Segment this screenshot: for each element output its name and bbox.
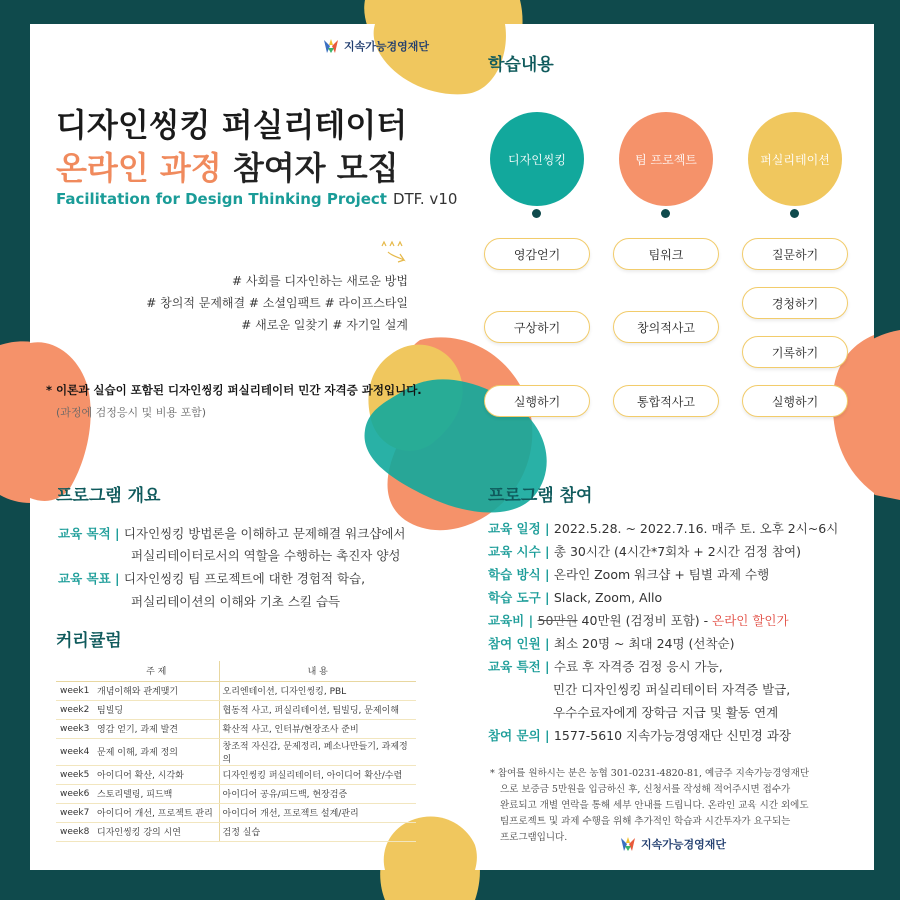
content-cell: 아이디어 개선, 프로젝트 설계/관리: [219, 803, 416, 822]
table-row: [56, 803, 416, 822]
circle-facilitation: 퍼실리테이션: [748, 112, 842, 206]
circle-team-project: 팀 프로젝트: [619, 112, 713, 206]
content-cell: 디자인씽킹 퍼실리테이터, 아이디어 확산/수렴: [219, 765, 416, 784]
logo-mark-icon: [323, 38, 339, 54]
learning-heading: 학습내용: [488, 55, 554, 75]
logo-mark-icon: [620, 836, 636, 852]
week-cell: week8: [56, 822, 94, 841]
theme-cell: 아이디어 확산, 시각화: [94, 765, 219, 784]
footnote-line: * 참여를 원하시는 분은 농협 301-0231-4820-81, 예금주 지속가능경영재단: [490, 768, 810, 779]
contact-label: 참여 문의 |: [488, 728, 554, 743]
schedule-value: 2022.5.28. ~ 2022.7.16. 매주 토. 오후 2시~6시: [553, 521, 839, 536]
hours-label: 교육 시수 |: [488, 544, 554, 559]
title-rest: 참여자 모집: [221, 149, 399, 187]
content-cell: 오리엔테이션, 디자인씽킹, PBL: [219, 681, 416, 700]
hashtag-list: [146, 270, 408, 336]
people-label: 참여 인원 |: [488, 636, 554, 651]
center-blob-group: [350, 330, 560, 545]
goal-line2: 퍼실리테이션의 이해와 기초 스킬 습득: [131, 594, 341, 609]
hours-row: [488, 542, 801, 560]
header-theme: 주 제: [94, 661, 219, 681]
purpose-line2: 퍼실리테이터로서의 역할을 수행하는 촉진자 양성: [131, 548, 401, 563]
pill-integrative: 통합적사고: [613, 385, 719, 417]
fee-old: 50만원: [537, 613, 578, 628]
goal-row: [58, 569, 365, 587]
pill-question: 질문하기: [742, 238, 848, 270]
benefit-line2: 민간 디자인씽킹 퍼실리테이터 자격증 발급,: [553, 682, 791, 697]
goal-line1: 디자인씽킹 팀 프로젝트에 대한 경험적 학습,: [123, 571, 366, 586]
table-row: [56, 765, 416, 784]
pill-inspire: 영감얻기: [484, 238, 590, 270]
sparkle-icon: [378, 240, 408, 266]
pill-listen: 경청하기: [742, 287, 848, 319]
footnote: [490, 766, 809, 846]
content-cell: 창조적 자신감, 문제정리, 페소나만들기, 과제정의: [219, 738, 416, 765]
purpose-line1: 디자인씽킹 방법론을 이해하고 문제해결 워크샵에서: [123, 526, 406, 541]
subtitle-code: DTF. v10: [392, 190, 458, 208]
foundation-logo: [323, 38, 429, 54]
footnote-line: 팀프로젝트 및 과제 수행을 위해 추가적인 학습과 시간투자가 요구되는: [500, 816, 791, 827]
theme-cell: 스토리텔링, 피드백: [94, 784, 219, 803]
content-cell: 검정 실습: [219, 822, 416, 841]
hours-value: 총 30시간 (4시간*7회차 + 2시간 검정 참여): [553, 544, 801, 559]
header-content: 내 용: [219, 661, 416, 681]
page-title-line2: [56, 143, 399, 189]
week-cell: week4: [56, 738, 94, 765]
foundation-logo-bottom: [620, 836, 726, 852]
table-row: [56, 822, 416, 841]
header-week: [56, 661, 94, 681]
connector-dot: [790, 209, 799, 218]
hashtag-line: # 사회를 디자인하는 새로운 방법: [231, 274, 408, 288]
hashtag-line: # 새로운 일찾기 # 자기일 설계: [241, 318, 408, 332]
tools-label: 학습 도구 |: [488, 590, 554, 605]
connector-dot: [532, 209, 541, 218]
benefit-label: 교육 특전 |: [488, 659, 554, 674]
title-highlight: 온라인 과정: [56, 149, 222, 187]
benefit-line1: 수료 후 자격증 검정 응시 가능,: [553, 659, 723, 674]
people-row: [488, 634, 735, 652]
week-cell: week3: [56, 719, 94, 738]
week-cell: week2: [56, 700, 94, 719]
pill-teamwork: 팀워크: [613, 238, 719, 270]
purpose-label: 교육 목적 |: [58, 526, 124, 541]
curriculum-heading: 커리큘럼: [56, 631, 122, 651]
week-cell: week1: [56, 681, 94, 700]
fee-label: 교육비 |: [488, 613, 538, 628]
method-label: 학습 방식 |: [488, 567, 554, 582]
table-row: [56, 738, 416, 765]
week-cell: week7: [56, 803, 94, 822]
table-row: [56, 700, 416, 719]
theme-cell: 아이디어 개선, 프로젝트 관리: [94, 803, 219, 822]
theme-cell: 개념이해와 관계맺기: [94, 681, 219, 700]
week-cell: week6: [56, 784, 94, 803]
table-header-row: [56, 661, 416, 681]
footnote-line: 으로 보증금 5만원을 입금하신 후, 신청서를 작성해 적어주시면 접수가: [500, 784, 791, 795]
connector-dot: [661, 209, 670, 218]
content-cell: 확산적 사고, 인터뷰/현장조사 준비: [219, 719, 416, 738]
tools-value: Slack, Zoom, Allo: [553, 590, 663, 605]
table-row: [56, 681, 416, 700]
circle-design-thinking: 디자인씽킹: [490, 112, 584, 206]
contact-value: 1577-5610 지속가능경영재단 신민경 과장: [553, 728, 791, 743]
subtitle-english: Facilitation for Design Thinking Project: [56, 190, 387, 208]
pill-ideate: 구상하기: [484, 311, 590, 343]
footnote-line: 프로그램입니다.: [500, 832, 568, 843]
curriculum-table: [56, 661, 416, 842]
purpose-row: [58, 524, 405, 542]
people-value: 최소 20명 ~ 최대 24명 (선착순): [553, 636, 735, 651]
pill-creative: 창의적사고: [613, 311, 719, 343]
table-row: [56, 719, 416, 738]
overview-heading: 프로그램 개요: [56, 486, 161, 506]
goal-label: 교육 목표 |: [58, 571, 124, 586]
page-title: 디자인씽킹 퍼실리테이터: [56, 106, 408, 144]
fee-row: [488, 611, 789, 629]
certificate-note: * 이론과 실습이 포함된 디자인씽킹 퍼실리테이터 민간 자격증 과정입니다.: [46, 383, 422, 397]
logo-text: 지속가능경영재단: [641, 838, 727, 851]
theme-cell: 팀빌딩: [94, 700, 219, 719]
theme-cell: 영감 얻기, 과제 발견: [94, 719, 219, 738]
benefit-line3: 우수수료자에게 장학금 지급 및 활동 연계: [553, 705, 779, 720]
subtitle: [56, 190, 457, 208]
participation-heading: 프로그램 참여: [488, 486, 593, 506]
fee-discount: 온라인 할인가: [712, 613, 789, 628]
method-value: 온라인 Zoom 워크샵 + 팀별 과제 수행: [553, 567, 770, 582]
week-cell: week5: [56, 765, 94, 784]
benefit-row: [488, 657, 723, 675]
table-row: [56, 784, 416, 803]
pill-record: 기록하기: [742, 336, 848, 368]
schedule-row: [488, 519, 838, 537]
orange-blob-left-inner: [30, 338, 95, 503]
footnote-line: 완료되고 개별 연락을 통해 세부 안내를 드립니다. 온라인 교육 시간 외에도: [500, 800, 809, 811]
pill-execute-1: 실행하기: [484, 385, 590, 417]
content-cell: 아이디어 공유/피드백, 현장검증: [219, 784, 416, 803]
schedule-label: 교육 일정 |: [488, 521, 554, 536]
hashtag-line: # 창의적 문제해결 # 소셜임팩트 # 라이프스타일: [146, 296, 408, 310]
method-row: [488, 565, 769, 583]
theme-cell: 문제 이해, 과제 정의: [94, 738, 219, 765]
fee-new: 40만원 (검정비 포함) -: [577, 613, 713, 628]
certificate-note-sub: (과정에 검정응시 및 비용 포함): [56, 406, 207, 419]
tools-row: [488, 588, 662, 606]
contact-row: [488, 726, 791, 744]
content-cell: 협동적 사고, 퍼실리테이션, 팀빌딩, 문제이해: [219, 700, 416, 719]
theme-cell: 디자인씽킹 강의 시연: [94, 822, 219, 841]
logo-text: 지속가능경영재단: [344, 40, 430, 53]
pill-execute-2: 실행하기: [742, 385, 848, 417]
